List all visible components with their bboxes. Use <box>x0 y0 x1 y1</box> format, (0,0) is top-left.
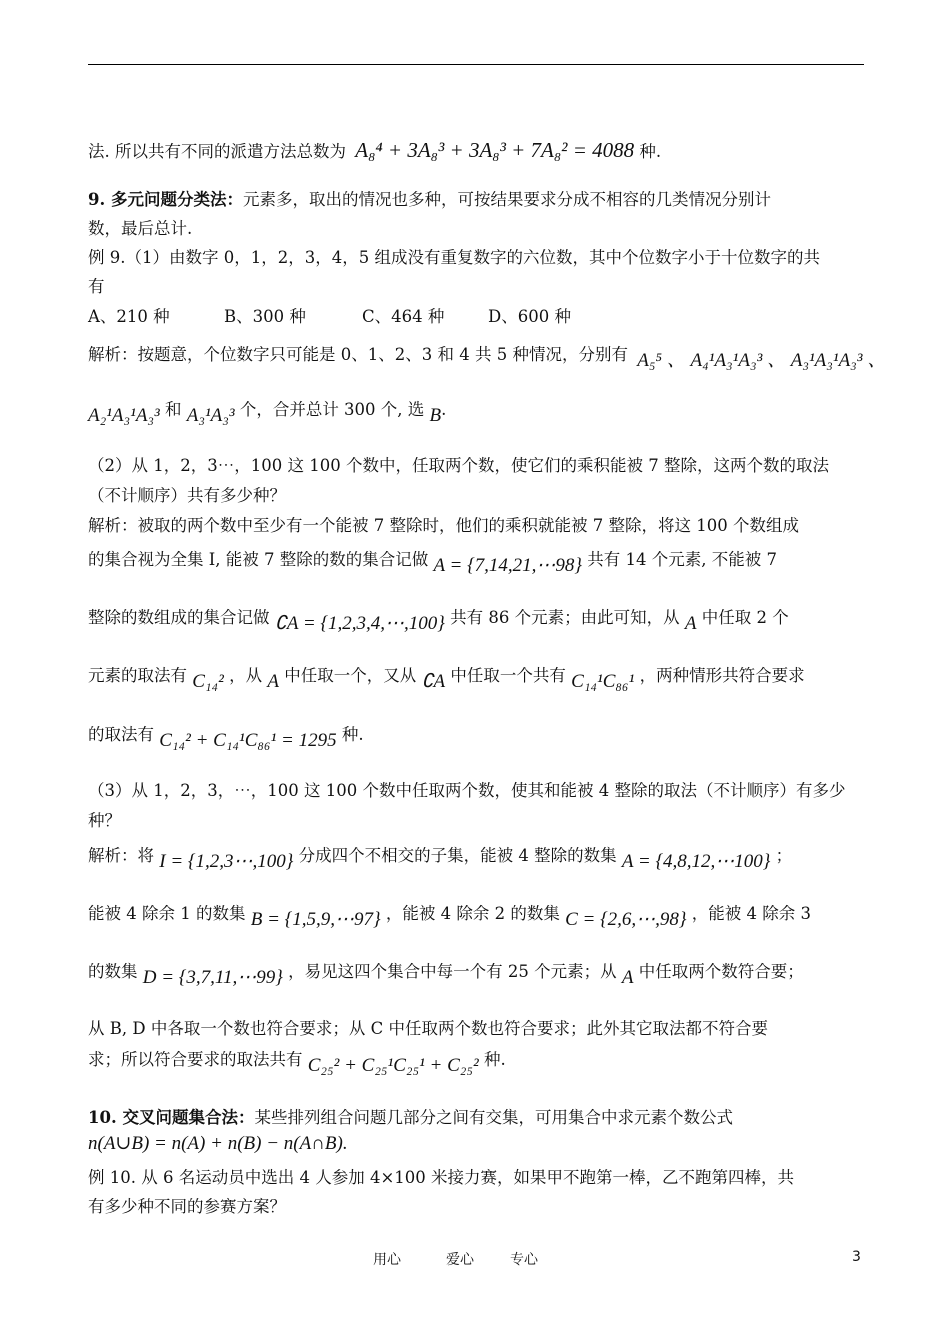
formula: A = {7,14,21,⋯98} <box>433 555 583 576</box>
text: 法. 所以共有不同的派遣方法总数为 <box>88 142 346 161</box>
formula: A₂¹A₃¹A₃³ <box>88 405 160 426</box>
example-9-question <box>88 248 868 268</box>
text: 中任取两个数符合要； <box>638 962 804 981</box>
footer-text-1: 用心 <box>373 1252 401 1268</box>
example-10-line2 <box>88 1197 868 1217</box>
text: ，从 <box>229 666 263 685</box>
text: 中任取一个共有 <box>450 666 566 685</box>
text: ，能被 4 除余 2 的数集 <box>385 904 560 923</box>
page-number: 3 <box>852 1249 861 1265</box>
problem-2-line1 <box>88 456 868 476</box>
footer-text-2: 爱心 <box>446 1252 474 1268</box>
formula: A <box>621 967 634 988</box>
text: ，易见这四个集合中每一个有 25 个元素；从 <box>288 962 617 981</box>
problem-3-line5 <box>88 962 868 988</box>
text: （不计顺序）共有多少种？ <box>88 486 286 505</box>
text: 的取法有 <box>88 725 154 744</box>
solution-1-line2 <box>88 400 868 426</box>
option-c: C、464 种 <box>362 307 445 326</box>
problem-2-line6 <box>88 666 868 692</box>
text: 的数集 <box>88 962 138 981</box>
problem-3-line4 <box>88 904 868 930</box>
section-9-heading <box>88 190 868 210</box>
text: 整除的数组成的集合记做 <box>88 608 270 627</box>
problem-2-line3 <box>88 516 868 536</box>
text: 中任取一个，又从 <box>284 666 417 685</box>
formula: C₁₄¹C₈₆¹ <box>571 671 635 692</box>
text: . <box>441 400 447 419</box>
option-a: A、210 种 <box>88 307 170 326</box>
section-9-line2 <box>88 219 868 239</box>
text: 某些排列组合问题几部分之间有交集，可用集合中求元素个数公式 <box>254 1108 733 1127</box>
text: 有 <box>88 277 105 296</box>
formula: n(A∪B) = n(A) + n(B) − n(A∩B). <box>88 1133 348 1154</box>
problem-2-line2 <box>88 486 868 506</box>
section-10-formula <box>88 1134 868 1154</box>
line-total-count <box>88 140 868 162</box>
problem-3-line7 <box>88 1050 868 1076</box>
text: 能被 4 除余 1 的数集 <box>88 904 246 923</box>
formula: A₈⁴ + 3A₈³ + 3A₈³ + 7A₈² = 4088 <box>355 138 635 162</box>
text: （2）从 1，2，3⋯，100 这 100 个数中，任取两个数，使它们的乘积能被 7 整除，这两个数的取法 <box>88 456 829 475</box>
formula: C₂₅² + C₂₅¹C₂₅¹ + C₂₅² <box>307 1055 479 1076</box>
formula: A₅⁵ 、 A₄¹A₃¹A₃³ 、 A₃¹A₃¹A₃³ 、 <box>637 350 887 371</box>
text: 个，合并总计 300 个, 选 <box>239 400 425 419</box>
text: 和 <box>164 400 182 419</box>
formula: C₁₄² <box>192 671 224 692</box>
option-d: D、600 种 <box>488 307 571 326</box>
formula: A <box>267 671 279 692</box>
text: 例 10. 从 6 名运动员中选出 4 人参加 4×100 米接力赛，如果甲不跑第一棒，乙不跑第四棒，共 <box>88 1168 795 1187</box>
option-b: B、300 种 <box>224 307 306 326</box>
header-rule <box>88 64 864 65</box>
formula: ∁A = {1,2,3,4,⋯,100} <box>274 613 445 634</box>
problem-3-line1 <box>88 781 868 801</box>
text: ； <box>775 846 793 865</box>
section-title: 9. 多元问题分类法： <box>88 190 243 209</box>
problem-2-line7 <box>88 725 868 751</box>
problem-3-line3 <box>88 846 868 872</box>
formula: A₃¹A₃³ <box>186 405 235 426</box>
text: ，两种情形共符合要求 <box>639 666 805 685</box>
text: 种. <box>341 725 364 744</box>
text: 解析：按题意，个位数字只可能是 0、1、2、3 和 4 共 5 种情况，分别有 <box>88 345 628 364</box>
formula: A <box>684 613 697 634</box>
text: 例 9.（1）由数字 0，1，2，3，4，5 组成没有重复数字的六位数，其中个位数字小于十位数字的共 <box>88 248 820 267</box>
problem-3-line2 <box>88 811 868 831</box>
formula: I = {1,2,3⋯,100} <box>159 851 294 872</box>
text: 共有 14 个元素, 不能被 7 <box>587 550 777 569</box>
text: ，能被 4 除余 3 <box>691 904 812 923</box>
formula: D = {3,7,11,⋯99} <box>142 967 283 988</box>
text: 元素的取法有 <box>88 666 187 685</box>
problem-3-line6 <box>88 1019 868 1039</box>
footer-text-3: 专心 <box>510 1252 538 1268</box>
formula: C = {2,6,⋯,98} <box>565 909 687 930</box>
problem-2-line5 <box>88 608 868 634</box>
text: 中任取 2 个 <box>701 608 789 627</box>
section-title: 10. 交叉问题集合法： <box>88 1108 255 1127</box>
text: 的集合视为全集 I, 能被 7 整除的数的集合记做 <box>88 550 429 569</box>
text: 种. <box>639 142 662 161</box>
text: 种？ <box>88 811 121 830</box>
formula: ∁A <box>421 671 446 692</box>
section-10-heading <box>88 1108 868 1128</box>
formula: B = {1,5,9,⋯97} <box>250 909 381 930</box>
text: （3）从 1，2，3，⋯，100 这 100 个数中任取两个数，使其和能被 4 整除的取法（不计顺序）有多少 <box>88 781 846 800</box>
text: 分成四个不相交的子集，能被 4 整除的数集 <box>298 846 617 865</box>
text: 从 B, D 中各取一个数也符合要求；从 C 中任取两个数也符合要求；此外其它取法都不符合要 <box>88 1019 768 1038</box>
text: 解析：将 <box>88 846 154 865</box>
text: 数，最后总计. <box>88 219 193 238</box>
text: 共有 86 个元素；由此可知，从 <box>450 608 680 627</box>
problem-2-line4 <box>88 550 868 576</box>
text: 求；所以符合要求的取法共有 <box>88 1050 303 1069</box>
formula: B <box>429 405 442 426</box>
formula: C₁₄² + C₁₄¹C₈₆¹ = 1295 <box>159 730 337 751</box>
text: 种. <box>483 1050 506 1069</box>
example-9-options <box>88 307 868 327</box>
example-10-line1 <box>88 1168 868 1188</box>
example-9-question-cont <box>88 277 868 297</box>
text: 元素多，取出的情况也多种，可按结果要求分成不相容的几类情况分别计 <box>242 190 771 209</box>
formula: A = {4,8,12,⋯100} <box>621 851 771 872</box>
solution-1-line1 <box>88 345 887 371</box>
text: 有多少种不同的参赛方案？ <box>88 1197 286 1216</box>
text: 解析：被取的两个数中至少有一个能被 7 整除时，他们的乘积就能被 7 整除，将这 100 个数组成 <box>88 516 799 535</box>
